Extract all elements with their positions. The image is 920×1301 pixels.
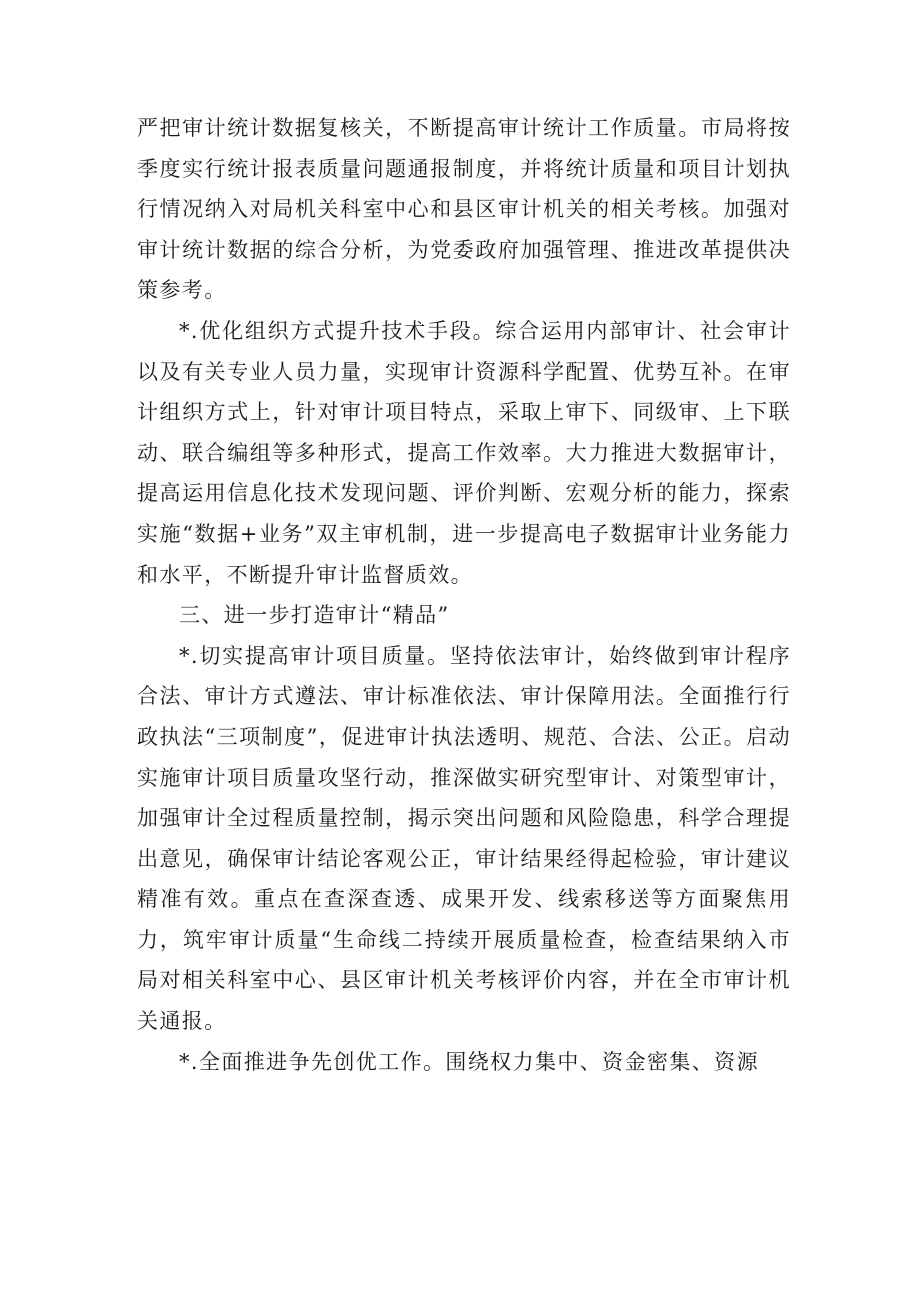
document-body [137, 108, 791, 1082]
paragraph-organization-methods: *.优化组织方式提升技术手段。综合运用内部审计、社会审计以及有关专业人员力量，实现审计资源科学配置、优势互补。在审计组织方式上，针对审计项目特点，采取上审下、同级审、上下联动、联合编组等多种形式，提高工作效率。大力推进大数据审计，提高运用信息化技术发现问题、评价判断、宏观分析的能力，探索实施“数据+业务”双主审机制，进一步提高电子数据审计业务能力和水平，不断提升审计监督质效。 [137, 318, 791, 587]
paragraph-project-quality: *.切实提高审计项目质量。坚持依法审计，始终做到审计程序合法、审计方式遵法、审计标准依法、审计保障用法。全面推行行政执法“三项制度”，促进审计执法透明、规范、合法、公正。启动实施审计项目质量攻坚行动，推深做实研究型审计、对策型审计，加强审计全过程质量控制，揭示突出问题和风险隐患，科学合理提出意见，确保审计结论客观公正，审计结果经得起检验，审计建议精准有效。重点在查深查透、成果开发、线索移送等方面聚焦用力，筑牢审计质量“生命线二持续开展质量检查，检查结果纳入市局对相关科室中心、县区审计机关考核评价内容，并在全市审计机关通报。 [137, 643, 791, 1034]
paragraph-excellence-work: *.全面推进争先创优工作。围绕权力集中、资金密集、资源 [179, 1049, 759, 1074]
section-heading-three: 三、进一步打造审计“精品” [179, 603, 450, 628]
paragraph-statistics-review: 严把审计统计数据复核关，不断提高审计统计工作质量。市局将按季度实行统计报表质量问题通报制度，并将统计质量和项目计划执行情况纳入对局机关科室中心和县区审计机关的相关考核。加强对审计统计数据的综合分析，为党委政府加强管理、推进改革提供决策参考。 [137, 116, 791, 303]
